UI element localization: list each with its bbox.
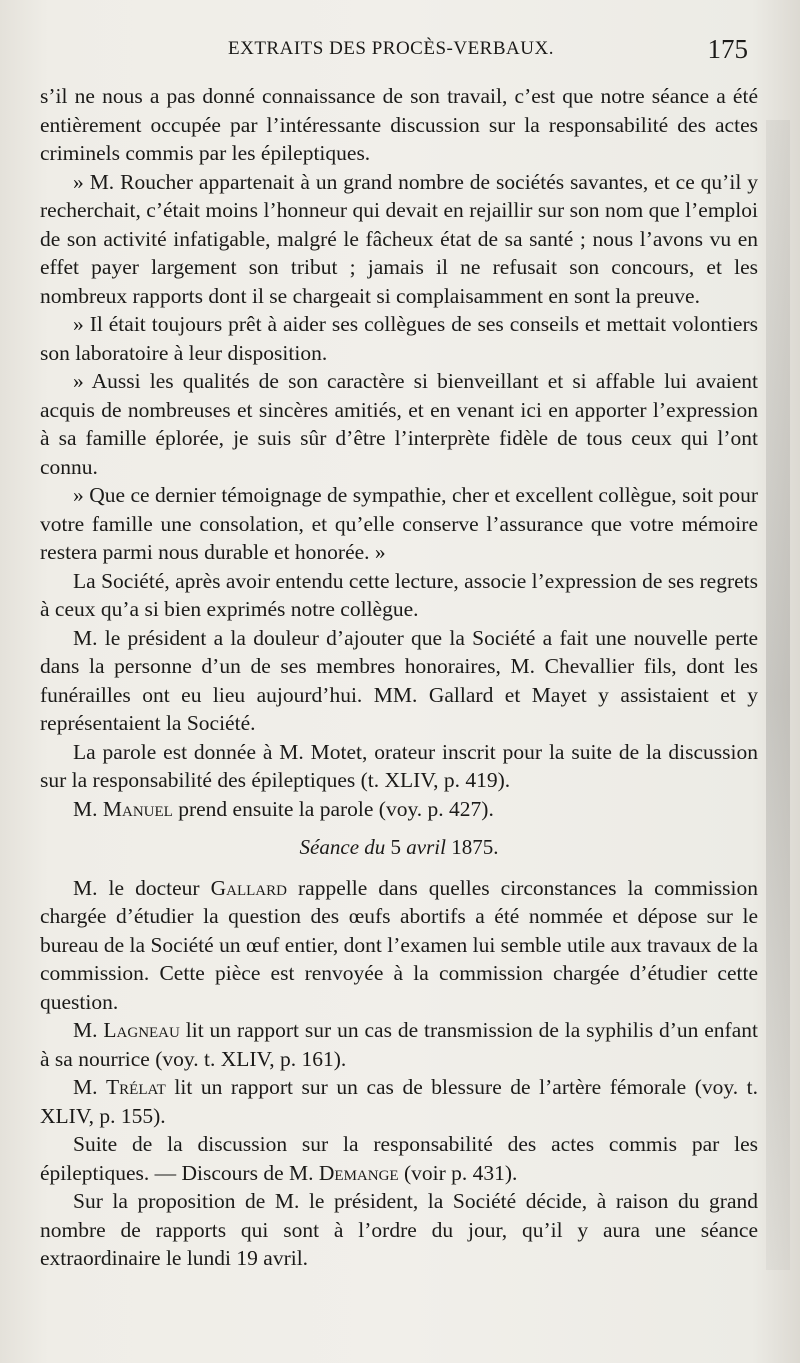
paragraph-2: » M. Roucher appartenait à un grand nombre de sociétés savantes, et ce qu’il y recherchait, c’était moins l’honneur qui devait en rejaillir sur son nom que l’emploi de son activité infatigable, malgré le fâcheux état de sa santé ; nous l’avons vu en effet payer largement son tribut ; jamais il ne refusait son concours, et les nombreux rapports dont il se chargeait si complaisamment en sont la preuve. [40, 169, 758, 308]
member-name-demange: Demange [318, 1160, 399, 1185]
paragraph-12-prefix: M. [73, 1075, 107, 1099]
paragraph-14: Sur la proposition de M. le président, la Société décide, à raison du grand nombre de rapports qui sont à l’ordre du jour, qu’il y aura une séance extraordinaire le lundi 19 avril. [40, 1189, 758, 1270]
member-name-trelat: Trélat [106, 1075, 166, 1099]
paragraph-8: La parole est donnée à M. Motet, orateur inscrit pour la suite de la discussion sur la responsabilité des épileptiques (t. XLIV, p. 419). [40, 739, 758, 792]
paragraph-13-suffix: (voir p. 431). [398, 1160, 518, 1185]
page-body [40, 82, 758, 1273]
paragraph-3: » Il était toujours prêt à aider ses collègues de ses conseils et mettait volontiers son laboratoire à leur disposition. [40, 312, 758, 365]
paragraph-5: » Que ce dernier témoignage de sympathie, cher et excellent collègue, soit pour votre famille une consolation, et qu’elle conserve l’assurance que votre mémoire restera parmi nous durable et honorée. » [40, 483, 758, 564]
member-name-lagneau: Lagneau [103, 1018, 180, 1042]
bleed-through-shadow [766, 120, 790, 1270]
page-number: 175 [707, 34, 748, 64]
member-name-manuel: Manuel [102, 796, 173, 821]
paragraph-11 [40, 1016, 758, 1073]
paragraph-12 [40, 1073, 758, 1130]
paragraph-10-suffix: rappelle dans quelles circonstances la commission chargée d’étudier la question des œufs abortifs a été nommée et dépose sur le bureau de la Société un œuf entier, dont l’examen lui semble utile aux travaux de la commission. Cette pièce est renvoyée à la commission chargée d’étudier cette question. [40, 875, 758, 1014]
paragraph-11-prefix: M. [73, 1018, 104, 1042]
session-date: 5 [390, 835, 402, 859]
member-name-gallard: Gallard [210, 875, 287, 900]
paragraph-12-suffix: lit un rapport sur un cas de blessure de l’artère fémorale (voy. t. XLIV, p. 155). [40, 1075, 758, 1128]
paragraph-1: s’il ne nous a pas donné connaissance de son travail, c’est que notre séance a été entièrement occupée par l’intéressante discussion sur la responsabilité des actes criminels commis par les épileptiques. [40, 84, 758, 165]
session-month: avril [406, 835, 446, 859]
session-year: 1875. [451, 835, 499, 859]
paragraph-7: M. le président a la douleur d’ajouter que la Société a fait une nouvelle perte dans la personne d’un de ses membres honoraires, M. Chevallier fils, dont les funérailles ont eu lieu aujourd’hui. MM. Gallard et Mayet y assistaient et y représentaient la Société. [40, 625, 758, 735]
paragraph-6: La Société, après avoir entendu cette lecture, associe l’expression de ses regrets à ceux qu’a si bien exprimés notre collègue. [40, 568, 758, 621]
page-header [42, 34, 758, 74]
paragraph-10-prefix: M. le docteur [73, 875, 211, 900]
paragraph-13 [40, 1130, 758, 1187]
paragraph-9 [40, 795, 758, 824]
paragraph-11-suffix: lit un rapport sur un cas de transmission de la syphilis d’un enfant à sa nourrice (voy. t. XLIV, p. 161). [40, 1018, 758, 1071]
paragraph-9-suffix: prend ensuite la parole (voy. p. 427). [172, 796, 494, 821]
session-heading [40, 833, 758, 862]
paragraph-4: » Aussi les qualités de son caractère si bienveillant et si affable lui avaient acquis de nombreuses et sincères amitiés, et en venant ici en apporter l’expression à sa famille éplorée, je suis sûr d’être l’interprète fidèle de tous ceux qui l’ont connu. [40, 369, 758, 479]
paragraph-13-prefix: Suite de la discussion sur la responsabilité des actes commis par les épileptiques. — Discours de M. [40, 1132, 758, 1185]
session-label: Séance du [299, 835, 386, 859]
paragraph-9-prefix: M. [73, 796, 103, 821]
running-head: EXTRAITS DES PROCÈS-VERBAUX. [228, 38, 554, 59]
paragraph-10 [40, 874, 758, 1017]
